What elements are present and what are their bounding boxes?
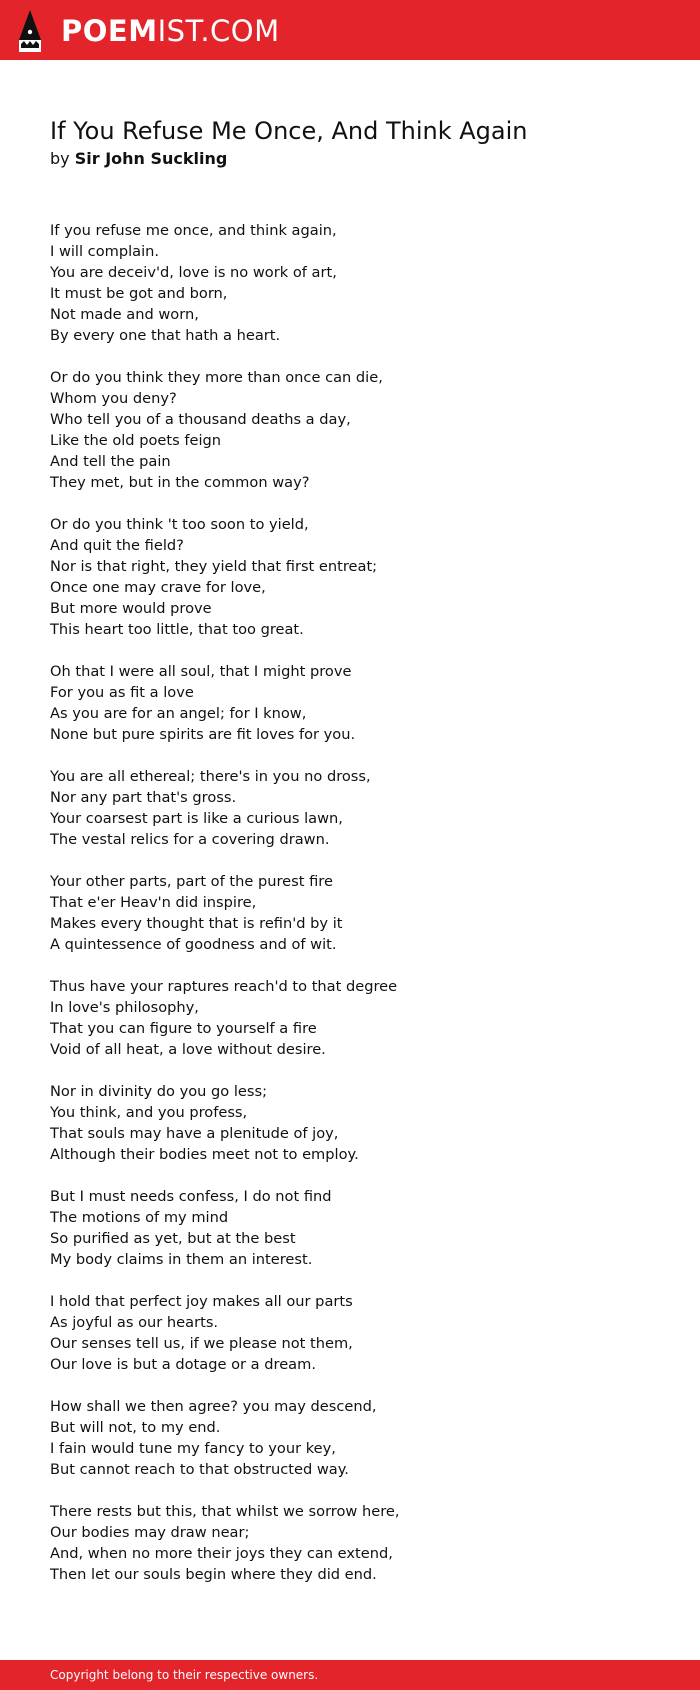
- stanza: [50, 1081, 650, 1165]
- poem-line: Our bodies may draw near;: [50, 1524, 250, 1541]
- poem-line: But cannot reach to that obstructed way.: [50, 1461, 349, 1478]
- site-header: [0, 0, 700, 60]
- poem-line: Although their bodies meet not to employ.: [50, 1146, 359, 1163]
- poem-line: Not made and worn,: [50, 306, 199, 323]
- poem-line: That souls may have a plenitude of joy,: [50, 1125, 339, 1142]
- poem-line: You think, and you profess,: [50, 1104, 248, 1121]
- poem-line: The motions of my mind: [50, 1209, 229, 1226]
- poem-line: Your other parts, part of the purest fire: [50, 873, 333, 890]
- brand-name-light: IST.COM: [157, 14, 280, 48]
- poem-line: Once one may crave for love,: [50, 579, 266, 596]
- stanza: [50, 514, 650, 640]
- poem-line: Nor is that right, they yield that first entreat;: [50, 558, 378, 575]
- poem-line: There rests but this, that whilst we sorrow here,: [50, 1503, 400, 1520]
- poem-line: Nor in divinity do you go less;: [50, 1083, 268, 1100]
- poem-line: You are deceiv'd, love is no work of art,: [50, 264, 337, 281]
- poem-line: By every one that hath a heart.: [50, 327, 281, 344]
- poem-line: It must be got and born,: [50, 285, 228, 302]
- poem-line: How shall we then agree? you may descend,: [50, 1398, 377, 1415]
- poem-line: The vestal relics for a covering drawn.: [50, 831, 330, 848]
- stanza: [50, 871, 650, 955]
- poem-line: As you are for an angel; for I know,: [50, 705, 307, 722]
- poem-line: Void of all heat, a love without desire.: [50, 1041, 326, 1058]
- poem-line: That e'er Heav'n did inspire,: [50, 894, 257, 911]
- poem-line: Our senses tell us, if we please not them,: [50, 1335, 353, 1352]
- stanza: [50, 1186, 650, 1270]
- stanza: [50, 367, 650, 493]
- poem-line: That you can figure to yourself a fire: [50, 1020, 317, 1037]
- poem-line: You are all ethereal; there's in you no dross,: [50, 768, 371, 785]
- poem-line: Or do you think they more than once can die,: [50, 369, 383, 386]
- poem-line: Who tell you of a thousand deaths a day,: [50, 411, 351, 428]
- poem-line: Nor any part that's gross.: [50, 789, 237, 806]
- poem-line: But I must needs confess, I do not find: [50, 1188, 332, 1205]
- brand-name-bold: POEM: [61, 14, 158, 48]
- stanza: [50, 1291, 650, 1375]
- stanza: [50, 1396, 650, 1480]
- poem-line: Whom you deny?: [50, 390, 177, 407]
- poem-line: A quintessence of goodness and of wit.: [50, 936, 337, 953]
- site-logo[interactable]: [17, 10, 280, 52]
- copyright-text: Copyright belong to their respective owners.: [50, 1668, 319, 1682]
- poem-line: This heart too little, that too great.: [50, 621, 304, 638]
- poem-line: They met, but in the common way?: [50, 474, 310, 491]
- poem-line: I fain would tune my fancy to your key,: [50, 1440, 336, 1457]
- poem-line: Or do you think 't too soon to yield,: [50, 516, 309, 533]
- site-footer: [0, 1660, 700, 1690]
- stanza: [50, 976, 650, 1060]
- poem-line: And tell the pain: [50, 453, 171, 470]
- poem-line: I will complain.: [50, 243, 160, 260]
- pen-nib-icon: [17, 10, 43, 52]
- poem-line: As joyful as our hearts.: [50, 1314, 219, 1331]
- stanza: [50, 1501, 650, 1585]
- poem-line: But more would prove: [50, 600, 212, 617]
- poem-line: Thus have your raptures reach'd to that degree: [50, 978, 398, 995]
- poem-byline: [50, 147, 227, 171]
- poem-line: Like the old poets feign: [50, 432, 222, 449]
- poem-line: Then let our souls begin where they did end.: [50, 1566, 377, 1583]
- author-link[interactable]: Sir John Suckling: [74, 149, 228, 168]
- poem-line: None but pure spirits are fit loves for you.: [50, 726, 356, 743]
- poem-title: If You Refuse Me Once, And Think Again: [50, 117, 528, 145]
- stanza: [50, 220, 650, 346]
- brand-name: [61, 11, 280, 51]
- by-label: by: [50, 149, 70, 168]
- poem-line: And quit the field?: [50, 537, 184, 554]
- poem-line: I hold that perfect joy makes all our parts: [50, 1293, 353, 1310]
- stanza: [50, 661, 650, 745]
- poem-line: And, when no more their joys they can extend,: [50, 1545, 393, 1562]
- poem-line: Oh that I were all soul, that I might prove: [50, 663, 352, 680]
- poem-line: If you refuse me once, and think again,: [50, 222, 337, 239]
- poem-line: Your coarsest part is like a curious lawn,: [50, 810, 343, 827]
- poem-line: So purified as yet, but at the best: [50, 1230, 296, 1247]
- poem-line: In love's philosophy,: [50, 999, 199, 1016]
- poem-line: Our love is but a dotage or a dream.: [50, 1356, 316, 1373]
- poem-line: My body claims in them an interest.: [50, 1251, 313, 1268]
- stanza: [50, 766, 650, 850]
- poem-body: [50, 220, 650, 1606]
- poem-line: But will not, to my end.: [50, 1419, 221, 1436]
- poem-line: Makes every thought that is refin'd by it: [50, 915, 343, 932]
- poem-line: For you as fit a love: [50, 684, 194, 701]
